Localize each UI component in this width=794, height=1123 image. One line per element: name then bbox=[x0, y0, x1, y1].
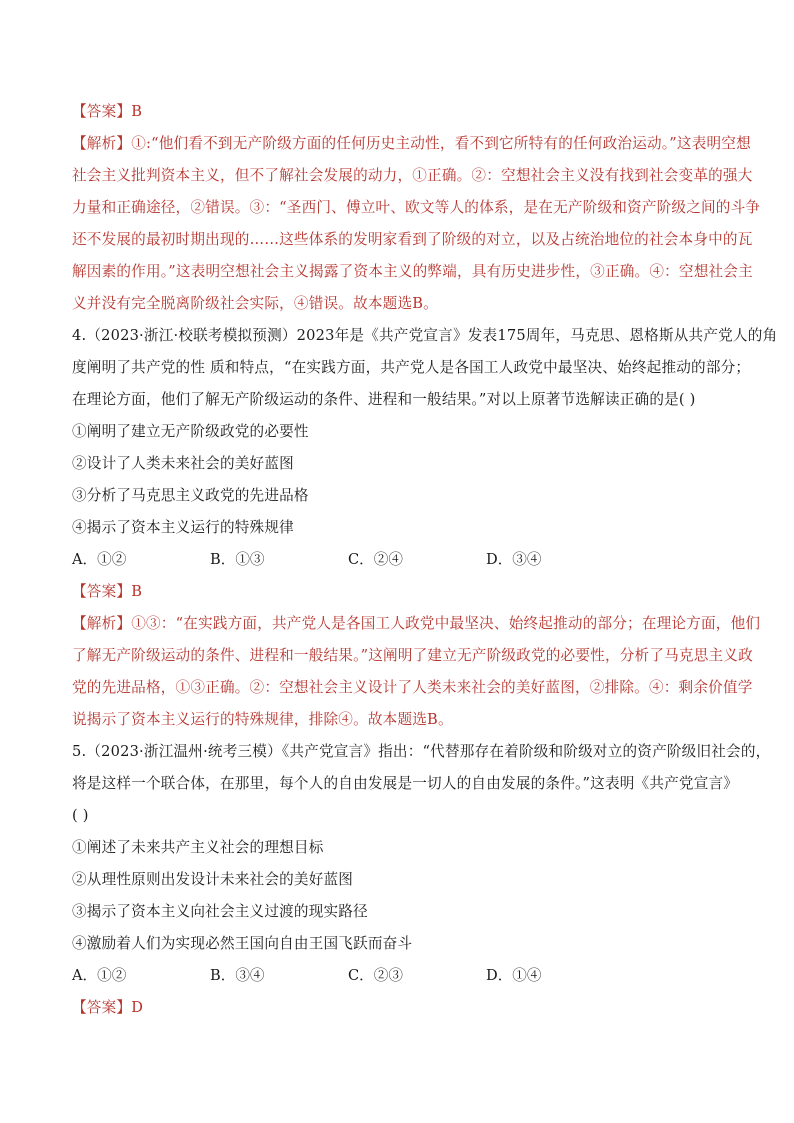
option-d: D．③④ bbox=[486, 551, 542, 568]
statement-item: ③分析了马克思主义政党的先进品格 bbox=[72, 487, 309, 504]
analysis-line: 力量和正确途径，②错误。③：“圣西门、傅立叶、欧文等人的体系，是在无产阶级和资产阶级之间的斗争 bbox=[72, 199, 761, 216]
choice-options bbox=[72, 960, 724, 992]
analysis-line: 还不发展的最初时期出现的……这些体系的发明家看到了阶级的对立，以及占统治地位的社会本身中的瓦 bbox=[72, 231, 753, 248]
option-b: B．①③ bbox=[210, 551, 265, 568]
analysis-tag: 【解析】 bbox=[72, 135, 132, 152]
analysis-line: 义并没有完全脱离阶级社会实际，④错误。故本题选B。 bbox=[72, 295, 438, 312]
option-a: A．①② bbox=[72, 967, 127, 984]
question-stem: 5.（2023·浙江温州·统考三模）《共产党宣言》指出：“代替那存在着阶级和阶级对立的资产阶级旧社会的， bbox=[72, 743, 771, 760]
option-b: B．③④ bbox=[210, 967, 265, 984]
answer-tag: 【答案】 bbox=[72, 103, 132, 120]
question-stem: 4.（2023·浙江·校联考模拟预测）2023年是《共产党宣言》发表175周年，马克思、恩格斯从共产党人的角 bbox=[72, 327, 778, 344]
answer-line bbox=[72, 576, 724, 608]
statement-item: ①阐述了未来共产主义社会的理想目标 bbox=[72, 839, 324, 856]
analysis-line: 了解无产阶级运动的条件、进程和一般结果。”这阐明了建立无产阶级政党的必要性，分析了马克思主义政 bbox=[72, 647, 753, 664]
question-stem: 将是这样一个联合体，在那里，每个人的自由发展是一切人的自由发展的条件。”这表明《共产党宣言》 bbox=[72, 775, 739, 792]
statement-item: ④激励着人们为实现必然王国向自由王国飞跃而奋斗 bbox=[72, 935, 413, 952]
statement-item: ③揭示了资本主义向社会主义过渡的现实路径 bbox=[72, 903, 368, 920]
analysis-text: ①③：“在实践方面，共产党人是各国工人政党中最坚决、始终起推动的部分；在理论方面，他们 bbox=[131, 615, 761, 632]
answer-value: D bbox=[131, 999, 144, 1016]
statement-item: ②从理性原则出发设计未来社会的美好蓝图 bbox=[72, 871, 354, 888]
answer-value: B bbox=[131, 583, 143, 600]
analysis-line bbox=[72, 608, 761, 640]
analysis-line bbox=[72, 128, 751, 160]
answer-tag: 【答案】 bbox=[72, 999, 132, 1016]
option-a: A．①② bbox=[72, 551, 127, 568]
analysis-line: 社会主义批判资本主义，但不了解社会发展的动力，①正确。②：空想社会主义没有找到社会变革的强大 bbox=[72, 167, 753, 184]
choice-options bbox=[72, 544, 724, 576]
question-stem: ( ) bbox=[72, 807, 89, 824]
statement-item: ②设计了人类未来社会的美好蓝图 bbox=[72, 455, 294, 472]
answer-line bbox=[72, 992, 724, 1024]
analysis-line: 说揭示了资本主义运行的特殊规律，排除④。故本题选B。 bbox=[72, 711, 453, 728]
answer-value: B bbox=[131, 103, 143, 120]
option-d: D．①④ bbox=[486, 967, 542, 984]
analysis-text: ①:“他们看不到无产阶级方面的任何历史主动性，看不到它所特有的任何政治运动。”这表明空想 bbox=[131, 135, 751, 152]
answer-line bbox=[72, 96, 724, 128]
statement-item: ①阐明了建立无产阶级政党的必要性 bbox=[72, 423, 309, 440]
option-c: C．②③ bbox=[348, 967, 403, 984]
analysis-tag: 【解析】 bbox=[72, 615, 132, 632]
statement-item: ④揭示了资本主义运行的特殊规律 bbox=[72, 519, 294, 536]
option-c: C．②④ bbox=[348, 551, 403, 568]
question-stem: 度阐明了共产党的性 质和特点，“在实践方面，共产党人是各国工人政党中最坚决、始终起推动的部分； bbox=[72, 359, 751, 376]
analysis-line: 党的先进品格，①③正确。②：空想社会主义设计了人类未来社会的美好蓝图，②排除。④：剩余价值学 bbox=[72, 679, 753, 696]
analysis-line: 解因素的作用。”这表明空想社会主义揭露了资本主义的弊端，具有历史进步性，③正确。④：空想社会主 bbox=[72, 263, 753, 280]
question-stem: 在理论方面，他们了解无产阶级运动的条件、进程和一般结果。”对以上原著节选解读正确的是( ) bbox=[72, 391, 696, 408]
answer-tag: 【答案】 bbox=[72, 583, 132, 600]
